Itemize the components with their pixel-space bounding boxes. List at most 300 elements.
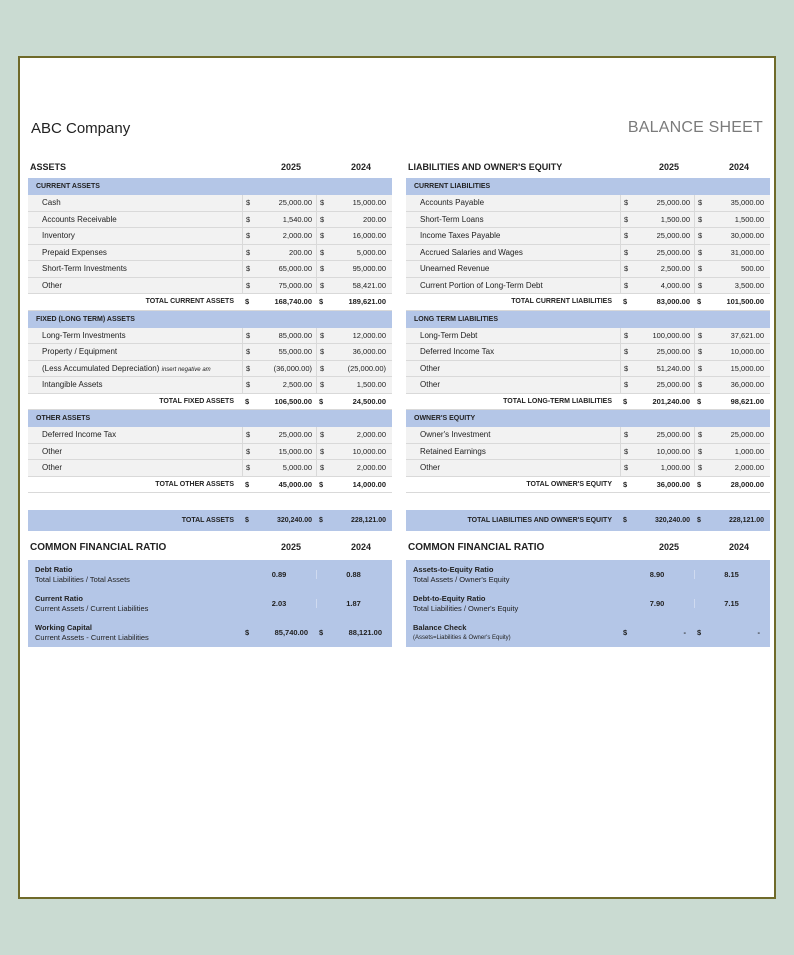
currency-symbol: $ [242, 344, 252, 360]
value-2025: 65,000.00 [278, 264, 312, 273]
currency-symbol: $ [242, 444, 252, 460]
line-item-row [406, 212, 770, 229]
value-2025: 25,000.00 [656, 231, 690, 240]
value-2025: 25,000.00 [656, 247, 690, 257]
line-item-row [406, 444, 770, 461]
currency-symbol: $ [620, 444, 630, 460]
currency-symbol: $ [319, 628, 324, 637]
total-2025: 106,500.00 [274, 396, 312, 406]
value-2024: 12,000.00 [352, 330, 386, 340]
line-item-text: Other [42, 280, 63, 290]
document-title: BALANCE SHEET [627, 119, 763, 136]
line-item-label [28, 281, 242, 290]
value-2025: 1,540.00 [282, 214, 312, 224]
currency-symbol: $ [319, 396, 324, 406]
currency-symbol: $ [316, 261, 326, 277]
line-item-label [28, 231, 242, 240]
value-2024: 200.00 [363, 214, 386, 224]
ratio-heading: COMMON FINANCIAL RATIO [408, 541, 545, 553]
value-2025: 25,000.00 [656, 430, 690, 439]
currency-symbol: $ [245, 297, 250, 306]
value-2024: 31,000.00 [730, 247, 764, 257]
line-item-note: insert negative am [161, 366, 211, 373]
value-2024: 2,000.00 [356, 430, 386, 439]
currency-symbol: $ [694, 212, 704, 228]
ratio-formula: Current Assets / Current Liabilities [35, 603, 149, 613]
ratio-name: Debt-to-Equity Ratio [413, 593, 486, 603]
total-2024: 98,621.00 [730, 396, 764, 406]
value-2025: (36,000.00) [273, 363, 312, 373]
ratio-value-2024: 0.88 [316, 570, 390, 579]
ratio-label [28, 623, 242, 643]
total-2024: 189,621.00 [348, 297, 386, 306]
ratios-left-block [28, 560, 392, 647]
company-name: ABC Company [31, 120, 131, 137]
currency-symbol: $ [694, 245, 704, 261]
currency-symbol: $ [620, 460, 630, 476]
currency-symbol: $ [620, 245, 630, 261]
line-item-text: Other [420, 363, 441, 373]
value-2025: 2,500.00 [282, 380, 312, 389]
total-assets-2025: 320,240.00 [276, 517, 312, 524]
line-item-row [406, 377, 770, 394]
line-item-text: Current Portion of Long-Term Debt [420, 280, 543, 290]
section-header-current-liabilities: CURRENT LIABILITIES [406, 178, 770, 195]
line-item-label [28, 264, 242, 273]
value-2025: 4,000.00 [660, 280, 690, 290]
currency-symbol: $ [242, 278, 252, 294]
currency-symbol: $ [242, 427, 252, 443]
currency-symbol: $ [620, 344, 630, 360]
year-2024-label: 2024 [350, 542, 372, 552]
section-total-row [406, 294, 770, 311]
year-2024-label: 2024 [728, 162, 750, 172]
line-item-text: Property / Equipment [42, 347, 118, 357]
line-item-row [406, 344, 770, 361]
currency-symbol: $ [620, 278, 630, 294]
value-2024: 36,000.00 [352, 347, 386, 356]
ratio-value-2025: 7.90 [649, 599, 665, 608]
ratio-formula: Current Assets - Current Liabilities [35, 632, 149, 642]
line-item-text: Cash [42, 198, 61, 208]
section-total-row [28, 294, 392, 311]
line-item-row [406, 328, 770, 345]
ratio-label [28, 565, 242, 585]
value-2025: 10,000.00 [656, 446, 690, 456]
line-item-text: Short-Term Loans [420, 214, 484, 224]
line-item-text: Other [42, 463, 63, 473]
ratio-formula: (Assets=Liabilities & Owner's Equity) [413, 634, 511, 641]
line-item-label [28, 463, 242, 472]
currency-symbol: $ [620, 361, 630, 377]
currency-symbol: $ [623, 628, 628, 637]
line-item-label [406, 248, 620, 257]
currency-symbol: $ [245, 628, 250, 637]
currency-symbol: $ [242, 377, 252, 393]
value-2025: 25,000.00 [656, 347, 690, 356]
section-total-label: TOTAL OWNER'S EQUITY [526, 480, 612, 488]
ratio-label [406, 623, 620, 643]
section-total-row [406, 394, 770, 411]
value-2024: 30,000.00 [730, 231, 764, 240]
currency-symbol: $ [316, 228, 326, 244]
assets-heading: ASSETS [30, 162, 67, 172]
line-item-row [406, 427, 770, 444]
value-2024: 15,000.00 [352, 198, 386, 207]
currency-symbol: $ [620, 228, 630, 244]
currency-symbol: $ [242, 228, 252, 244]
value-2024: 15,000.00 [730, 363, 764, 373]
total-2025: 83,000.00 [656, 297, 690, 306]
total-2024: 28,000.00 [730, 479, 764, 489]
currency-symbol: $ [620, 212, 630, 228]
value-2025: 25,000.00 [278, 198, 312, 207]
currency-symbol: $ [620, 377, 630, 393]
section-total-row [28, 477, 392, 494]
ratio-row-working-capital [28, 618, 392, 647]
line-item-text: Retained Earnings [420, 446, 486, 456]
currency-symbol: $ [245, 479, 250, 489]
liabilities-column [406, 156, 770, 493]
line-item-label [28, 248, 242, 257]
line-item-label [406, 364, 620, 373]
value-2025: 51,240.00 [656, 363, 690, 373]
value-2024: 95,000.00 [352, 264, 386, 273]
total-2025: 36,000.00 [656, 479, 690, 489]
currency-symbol: $ [245, 517, 249, 524]
value-2025: 25,000.00 [278, 430, 312, 439]
total-2025: 45,000.00 [278, 479, 312, 489]
value-2025: 55,000.00 [278, 347, 312, 356]
line-item-row [28, 444, 392, 461]
currency-symbol: $ [319, 297, 324, 306]
year-2025-label: 2025 [658, 542, 680, 552]
section-total-label: TOTAL FIXED ASSETS [159, 397, 234, 405]
total-2024: 14,000.00 [352, 479, 386, 489]
total-assets-label: TOTAL ASSETS [181, 517, 234, 524]
ratio-row-debt-ratio [28, 560, 392, 589]
currency-symbol: $ [697, 628, 702, 637]
value-2024: 37,621.00 [730, 330, 764, 340]
currency-symbol: $ [316, 427, 326, 443]
value-2024: 16,000.00 [352, 231, 386, 240]
line-item-text: (Less Accumulated Depreciation) [42, 363, 160, 373]
line-item-row [28, 344, 392, 361]
line-item-label [28, 198, 242, 207]
line-item-label [28, 331, 242, 340]
year-2024-label: 2024 [350, 162, 372, 172]
line-item-text: Unearned Revenue [420, 264, 490, 274]
section-header-fixed-long-term-assets: FIXED (LONG TERM) ASSETS [28, 311, 392, 328]
section-total-label: TOTAL OTHER ASSETS [155, 480, 234, 488]
line-item-row [406, 460, 770, 477]
currency-symbol: $ [316, 245, 326, 261]
line-item-label [28, 447, 242, 456]
currency-symbol: $ [242, 460, 252, 476]
value-2025: 85,000.00 [278, 330, 312, 340]
line-item-label [406, 347, 620, 356]
assets-column [28, 156, 392, 493]
ratio-name: Balance Check [413, 622, 467, 632]
currency-symbol: $ [620, 195, 630, 211]
currency-symbol: $ [694, 344, 704, 360]
currency-symbol: $ [694, 427, 704, 443]
ratio-label [28, 594, 242, 614]
line-item-text: Deferred Income Tax [420, 347, 495, 357]
year-2025-label: 2025 [658, 162, 680, 172]
value-2025: 25,000.00 [656, 198, 690, 207]
line-item-row [28, 377, 392, 394]
currency-symbol: $ [316, 460, 326, 476]
ratio-value-2024: 88,121.00 [348, 628, 382, 637]
section-header-long-term-liabilities: LONG TERM LIABILITIES [406, 311, 770, 328]
currency-symbol: $ [316, 195, 326, 211]
line-item-label [406, 264, 620, 273]
ratio-heading: COMMON FINANCIAL RATIO [30, 541, 167, 553]
ratio-value-2024: - [757, 628, 760, 637]
ratio-name: Current Ratio [35, 593, 83, 603]
year-2024-label: 2024 [728, 542, 750, 552]
value-2024: 2,000.00 [734, 463, 764, 472]
currency-symbol: $ [316, 212, 326, 228]
currency-symbol: $ [319, 517, 323, 524]
currency-symbol: $ [697, 517, 701, 524]
section-total-row [406, 477, 770, 494]
currency-symbol: $ [620, 427, 630, 443]
value-2024: 1,500.00 [356, 380, 386, 389]
line-item-label [406, 430, 620, 439]
balance-sheet-page [18, 56, 776, 899]
currency-symbol: $ [697, 297, 702, 306]
currency-symbol: $ [694, 228, 704, 244]
ratio-formula: Total Liabilities / Total Assets [35, 574, 130, 584]
currency-symbol: $ [694, 195, 704, 211]
currency-symbol: $ [242, 361, 252, 377]
line-item-text: Long-Term Investments [42, 330, 126, 340]
line-item-row [28, 361, 392, 378]
value-2025: 1,000.00 [660, 463, 690, 472]
ratio-row-debt-to-equity-ratio [406, 589, 770, 618]
line-item-row [28, 245, 392, 262]
ratio-value-2025: - [683, 628, 686, 637]
total-liabilities-equity-label: TOTAL LIABILITIES AND OWNER'S EQUITY [467, 517, 612, 524]
line-item-text: Short-Term Investments [42, 264, 127, 274]
line-item-text: Other [420, 463, 441, 473]
total-liabilities-equity-2024: 228,121.00 [728, 517, 764, 524]
currency-symbol: $ [242, 212, 252, 228]
line-item-text: Long-Term Debt [420, 330, 478, 340]
line-item-text: Prepaid Expenses [42, 247, 107, 257]
total-liabilities-equity-row [406, 510, 770, 531]
value-2025: 100,000.00 [652, 330, 690, 340]
line-item-label [28, 364, 242, 373]
ratio-formula: Total Assets / Owner's Equity [413, 574, 510, 584]
ratio-label [406, 565, 620, 585]
ratio-value-2025: 0.89 [271, 570, 287, 579]
section-total-row [28, 394, 392, 411]
section-total-label: TOTAL CURRENT ASSETS [145, 298, 234, 306]
line-item-row [28, 460, 392, 477]
currency-symbol: $ [316, 444, 326, 460]
currency-symbol: $ [242, 261, 252, 277]
value-2025: 1,500.00 [660, 214, 690, 224]
value-2025: 25,000.00 [656, 380, 690, 389]
total-assets-row [28, 510, 392, 531]
line-item-label [406, 198, 620, 207]
year-2025-label: 2025 [280, 542, 302, 552]
line-item-label [406, 463, 620, 472]
total-2025: 168,740.00 [274, 297, 312, 306]
line-item-label [406, 380, 620, 389]
line-item-label [406, 447, 620, 456]
line-item-text: Deferred Income Tax [42, 430, 117, 440]
line-item-label [28, 215, 242, 224]
currency-symbol: $ [694, 361, 704, 377]
year-2025-label: 2025 [280, 162, 302, 172]
line-item-text: Accrued Salaries and Wages [420, 247, 523, 257]
assets-header [28, 156, 392, 178]
currency-symbol: $ [623, 517, 627, 524]
currency-symbol: $ [316, 377, 326, 393]
value-2024: 5,000.00 [356, 247, 386, 257]
line-item-text: Owner's Investment [420, 430, 491, 440]
line-item-row [406, 195, 770, 212]
section-header-other-assets: OTHER ASSETS [28, 410, 392, 427]
line-item-label [406, 331, 620, 340]
line-item-row [28, 427, 392, 444]
line-item-text: Intangible Assets [42, 380, 103, 390]
value-2024: 35,000.00 [730, 198, 764, 207]
currency-symbol: $ [316, 361, 326, 377]
liabilities-heading: LIABILITIES AND OWNER'S EQUITY [408, 162, 563, 172]
currency-symbol: $ [242, 195, 252, 211]
value-2024: 2,000.00 [356, 463, 386, 472]
ratio-label [406, 594, 620, 614]
line-item-text: Other [42, 446, 63, 456]
section-header-current-assets: CURRENT ASSETS [28, 178, 392, 195]
line-item-row [406, 245, 770, 262]
currency-symbol: $ [623, 297, 628, 306]
ratios-right-block [406, 560, 770, 647]
line-item-text: Other [420, 380, 441, 390]
ratio-header-right [406, 536, 770, 558]
ratio-value-2024: 8.15 [694, 570, 768, 579]
currency-symbol: $ [620, 261, 630, 277]
value-2024: 500.00 [741, 264, 764, 273]
ratio-row-assets-to-equity-ratio [406, 560, 770, 589]
ratio-name: Working Capital [35, 622, 92, 632]
currency-symbol: $ [697, 479, 702, 489]
currency-symbol: $ [316, 344, 326, 360]
currency-symbol: $ [620, 328, 630, 344]
line-item-row [28, 212, 392, 229]
currency-symbol: $ [316, 328, 326, 344]
total-2024: 101,500.00 [726, 297, 764, 306]
ratio-row-current-ratio [28, 589, 392, 618]
line-item-label [28, 380, 242, 389]
ratio-value-2025: 2.03 [271, 599, 287, 608]
section-total-label: TOTAL CURRENT LIABILITIES [511, 298, 612, 306]
line-item-row [406, 228, 770, 245]
line-item-text: Accounts Payable [420, 198, 485, 208]
line-item-row [28, 195, 392, 212]
value-2025: 5,000.00 [282, 463, 312, 472]
section-total-label: TOTAL LONG-TERM LIABILITIES [503, 397, 612, 405]
line-item-text: Income Taxes Payable [420, 231, 501, 241]
value-2024: 3,500.00 [734, 280, 764, 290]
value-2025: 200.00 [289, 247, 312, 257]
line-item-row [28, 228, 392, 245]
ratio-name: Debt Ratio [35, 564, 73, 574]
value-2024: 10,000.00 [352, 446, 386, 456]
currency-symbol: $ [242, 328, 252, 344]
total-assets-2024: 228,121.00 [350, 517, 386, 524]
line-item-text: Inventory [42, 231, 75, 241]
currency-symbol: $ [242, 245, 252, 261]
line-item-row [406, 278, 770, 295]
currency-symbol: $ [319, 479, 324, 489]
ratio-row-balance-check [406, 618, 770, 647]
currency-symbol: $ [694, 444, 704, 460]
ratio-value-2025: 85,740.00 [274, 628, 308, 637]
line-item-row [28, 328, 392, 345]
line-item-label [406, 215, 620, 224]
total-2024: 24,500.00 [352, 396, 386, 406]
currency-symbol: $ [623, 396, 628, 406]
line-item-row [406, 361, 770, 378]
value-2025: 15,000.00 [278, 446, 312, 456]
line-item-label [406, 231, 620, 240]
ratio-formula: Total Liabilities / Owner's Equity [413, 603, 519, 613]
ratio-value-2024: 7.15 [694, 599, 768, 608]
line-item-row [28, 261, 392, 278]
line-item-row [406, 261, 770, 278]
currency-symbol: $ [694, 460, 704, 476]
line-item-label [28, 430, 242, 439]
total-liabilities-equity-2025: 320,240.00 [654, 517, 690, 524]
value-2024: 1,000.00 [734, 446, 764, 456]
currency-symbol: $ [316, 278, 326, 294]
value-2024: 10,000.00 [730, 347, 764, 356]
line-item-text: Accounts Receivable [42, 214, 117, 224]
value-2024: 36,000.00 [730, 380, 764, 389]
line-item-row [28, 278, 392, 295]
value-2024: (25,000.00) [347, 363, 386, 373]
currency-symbol: $ [623, 479, 628, 489]
value-2025: 2,500.00 [660, 264, 690, 273]
currency-symbol: $ [694, 278, 704, 294]
ratio-value-2025: 8.90 [649, 570, 665, 579]
currency-symbol: $ [694, 328, 704, 344]
currency-symbol: $ [697, 396, 702, 406]
currency-symbol: $ [694, 377, 704, 393]
ratio-header-left [28, 536, 392, 558]
total-2025: 201,240.00 [652, 396, 690, 406]
line-item-label [406, 281, 620, 290]
line-item-label [28, 347, 242, 356]
value-2024: 58,421.00 [352, 280, 386, 290]
currency-symbol: $ [694, 261, 704, 277]
ratio-value-2024: 1.87 [316, 599, 390, 608]
value-2025: 2,000.00 [282, 231, 312, 240]
value-2024: 25,000.00 [730, 430, 764, 439]
section-header-owner-s-equity: OWNER'S EQUITY [406, 410, 770, 427]
ratio-name: Assets-to-Equity Ratio [413, 564, 494, 574]
liabilities-header [406, 156, 770, 178]
value-2025: 75,000.00 [278, 280, 312, 290]
value-2024: 1,500.00 [734, 214, 764, 224]
currency-symbol: $ [245, 396, 250, 406]
